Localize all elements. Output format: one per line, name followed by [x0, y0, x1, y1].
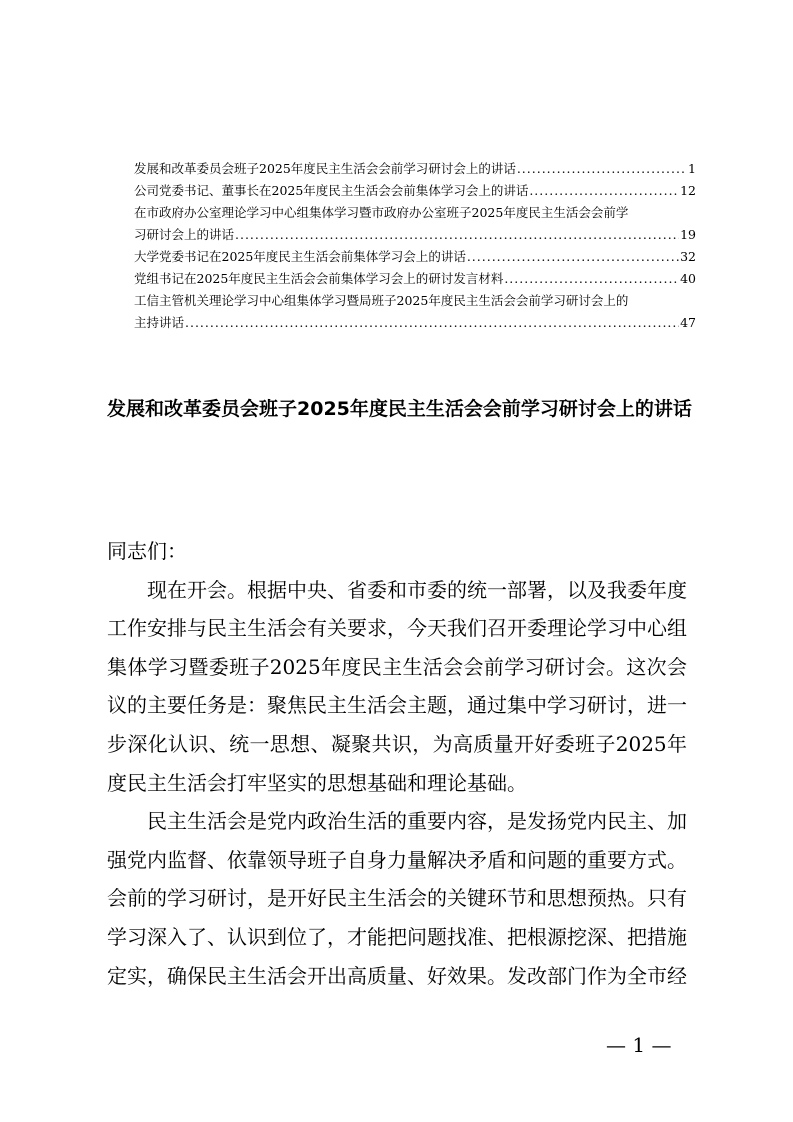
toc-leader-dots — [504, 268, 679, 290]
toc-entry-title: 公司党委书记、董事长在2025年度民主生活会会前集体学习会上的讲话 — [134, 183, 529, 198]
toc-entry-page: 12 — [680, 183, 696, 198]
toc-entry-page: 1 — [688, 161, 696, 176]
toc-leader-dots — [467, 246, 679, 268]
page-number: — 1 — — [606, 1033, 672, 1057]
document-body — [107, 532, 687, 995]
toc-entry-page: 19 — [680, 227, 696, 242]
toc-entry[interactable] — [134, 158, 696, 180]
toc-entry-page: 32 — [680, 249, 696, 264]
toc-entry-title: 大学党委书记在2025年度民主生活会前集体学习会上的讲话 — [134, 249, 466, 264]
toc-leader-dots — [185, 312, 679, 334]
salutation: 同志们： — [107, 539, 187, 563]
toc-entry[interactable] — [134, 202, 696, 246]
toc-entry-title: 发展和改革委员会班子2025年度民主生活会会前学习研讨会上的讲话 — [134, 161, 516, 176]
document-title: 发展和改革委员会班子2025年度民主生活会会前学习研讨会上的讲话 — [107, 398, 692, 420]
toc-leader-dots — [529, 180, 679, 202]
toc-entry[interactable] — [134, 290, 696, 334]
toc-leader-dots — [517, 158, 687, 180]
toc-entry[interactable] — [134, 246, 696, 268]
toc-entry-page: 47 — [680, 315, 696, 330]
toc-leader-dots — [235, 224, 679, 246]
toc-entry-title-line2: 主持讲话 — [134, 315, 185, 330]
toc-entry-title-line2: 习研讨会上的讲话 — [134, 227, 235, 242]
toc-entry-title-line1: 工信主管机关理论学习中心组集体学习暨局班子2025年度民主生活会会前学习研讨会上的 — [134, 293, 629, 308]
toc-entry-page: 40 — [680, 271, 696, 286]
body-paragraph: 民主生活会是党内政治生活的重要内容，是发扬党内民主、加强党内监督、依靠领导班子自身力量解决矛盾和问题的重要方式。会前的学习研讨，是开好民主生活会的关键环节和思想预热。只有学习深入了、认识到位了，才能把问题找准、把根源挖深、把措施定实，确保民主生活会开出高质量、好效果。发改部门作为全市经 — [107, 809, 687, 988]
toc-entry-title-line1: 在市政府办公室理论学习中心组集体学习暨市政府办公室班子2025年度民主生活会会前学 — [134, 205, 629, 220]
body-paragraph: 现在开会。根据中央、省委和市委的统一部署，以及我委年度工作安排与民主生活会有关要求，今天我们召开委理论学习中心组集体学习暨委班子2025年度民主生活会会前学习研讨会。这次会议的主要任务是：聚焦民主生活会主题，通过集中学习研讨，进一步深化认识、统一思想、凝聚共识，为高质量开好委班子2025年度民主生活会打牢坚实的思想基础和理论基础。 — [107, 577, 687, 795]
table-of-contents — [134, 158, 696, 334]
toc-entry-title: 党组书记在2025年度民主生活会会前集体学习会上的研讨发言材料 — [134, 271, 504, 286]
toc-entry[interactable] — [134, 268, 696, 290]
toc-entry[interactable] — [134, 180, 696, 202]
